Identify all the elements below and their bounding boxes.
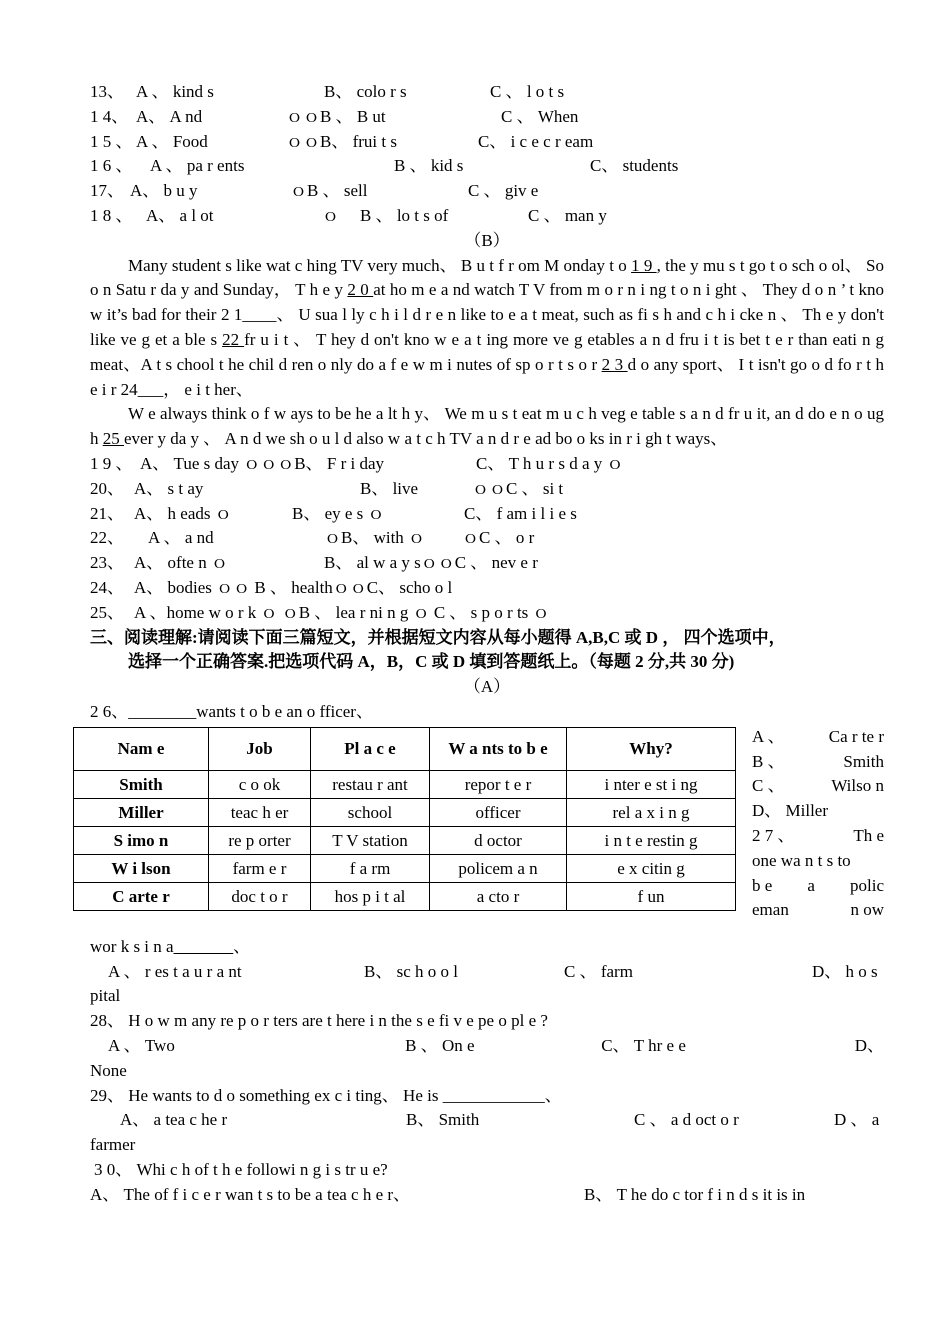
question-text: wor k s i n a bbox=[90, 936, 174, 956]
question-14 bbox=[90, 105, 884, 130]
passage-text: fr u i t 、 T hey d on't kno w e a t ing more ve g etables a n d fru i t is bet t e r than eati n g meat、A t s chool t he chil d ren o nly do a f e w m i nutes of sp o r t s o r bbox=[90, 329, 884, 374]
question-text: 、 bbox=[544, 1085, 562, 1105]
option-b: ｏB 、 sell bbox=[290, 181, 368, 201]
option-a: A、 a tea c he r bbox=[120, 1110, 228, 1130]
section-3-heading bbox=[90, 626, 884, 676]
header-job: Job bbox=[209, 727, 311, 770]
header-why: Why? bbox=[567, 727, 736, 770]
passage-text: Many student s like wat c hing TV very much、 B u t f r om M onday t o bbox=[128, 255, 632, 275]
question-28-options bbox=[90, 1034, 884, 1059]
question-number: 2 7 、 bbox=[752, 825, 795, 845]
option-b: B、 T he do c tor f i n d s it is in bbox=[584, 1184, 806, 1204]
question-27-line-3 bbox=[752, 874, 884, 899]
question-17 bbox=[90, 179, 884, 204]
cell-place: T V station bbox=[311, 826, 430, 854]
question-27-end bbox=[90, 935, 884, 960]
cell-why: i n t e restin g bbox=[567, 826, 736, 854]
option-a: A 、 pa r ents bbox=[150, 156, 245, 176]
option-c: C 、 man y bbox=[528, 205, 607, 225]
question-text: wants t o b e an o fficer、 bbox=[196, 701, 373, 721]
option-a: A、 a l ot bbox=[146, 205, 214, 225]
option-a: A、 b u y bbox=[130, 181, 198, 201]
blank-20: 2 0 bbox=[347, 280, 374, 300]
cell-why: e x citin g bbox=[567, 854, 736, 882]
question-23 bbox=[90, 551, 884, 576]
blank-24: ___ bbox=[137, 379, 164, 399]
option-a: A 、 Two bbox=[108, 1035, 175, 1055]
info-table bbox=[73, 727, 736, 911]
question-text: a bbox=[807, 875, 815, 895]
table-row bbox=[74, 798, 736, 826]
cell-name: W i lson bbox=[74, 854, 209, 882]
question-21 bbox=[90, 502, 884, 527]
cell-why: rel a x i n g bbox=[567, 798, 736, 826]
option-letter: B 、 bbox=[752, 751, 785, 771]
passage-text: W e always think o f w ays to be he a lt h y、 We m u s t eat m u c h veg e table s a n d fr u it, an d do e n o ug h bbox=[90, 404, 884, 449]
cell-name: Miller bbox=[74, 798, 209, 826]
passage-text: 、 U sua l ly c h i l d r e n like to e a t meat, such as fi s h and c h i cke n 、 Th e y don't like ve g et a ble s bbox=[90, 305, 884, 349]
option-a: A 、 kind s bbox=[136, 82, 214, 101]
header-wants-to-be: W a nts to b e bbox=[430, 727, 567, 770]
answer-blank: _______ bbox=[173, 936, 234, 956]
option-c: C、 i c e c r eam bbox=[478, 131, 594, 151]
cell-why: i nter e st i ng bbox=[567, 770, 736, 798]
question-number: 20、 bbox=[90, 478, 124, 498]
section-3-instruction-line-1: 三、阅读理解:请阅读下面三篇短文，并根据短文内容从每小题得 A,B,C 或 D ， 四个选项中， bbox=[90, 627, 786, 647]
blank-25: 25 bbox=[102, 429, 124, 449]
option-a: A 、 Food bbox=[136, 131, 208, 151]
header-place: Pl a c e bbox=[311, 727, 430, 770]
option-a: A 、 r es t a u r a nt bbox=[108, 961, 242, 981]
question-19 bbox=[90, 452, 884, 477]
cell-wants: repor t e r bbox=[430, 770, 567, 798]
option-c: C 、 giv e bbox=[468, 181, 539, 201]
cell-place: school bbox=[311, 798, 430, 826]
option-a: A、 ofte n ｏ bbox=[134, 553, 228, 573]
q26-option-d: D、 Miller bbox=[752, 801, 829, 821]
passage-text: d o any sport、 I t isn't go o d fo r t h e i r 24 bbox=[90, 354, 885, 399]
cell-place: restau r ant bbox=[311, 770, 430, 798]
option-letter: A 、 bbox=[752, 726, 785, 746]
option-c: C 、 l o t s bbox=[490, 82, 565, 101]
q26-option-a bbox=[752, 725, 884, 750]
question-number: 2 6、 bbox=[90, 701, 129, 721]
passage-text: ， e i t her、 bbox=[163, 379, 253, 399]
question-20 bbox=[90, 477, 884, 502]
q26-option-b bbox=[752, 750, 884, 775]
options: A 、home w o r k ｏ ｏB 、 lea r ni n g ｏ C 、 s p o r ts ｏ bbox=[134, 602, 550, 622]
option-b: B、 Smith bbox=[406, 1110, 480, 1130]
header-name: Nam e bbox=[74, 727, 209, 770]
cell-job: farm e r bbox=[209, 854, 311, 882]
question-24 bbox=[90, 576, 884, 601]
option-c: ｏｏC 、 si t bbox=[472, 478, 564, 498]
option-text: Wilso n bbox=[831, 776, 884, 796]
passage-a-title: （A） bbox=[463, 677, 511, 697]
question-27-line-2: one wa n t s to bbox=[752, 850, 851, 870]
cell-name: S imo n bbox=[74, 826, 209, 854]
option-c: C、 students bbox=[590, 156, 679, 176]
side-options-column bbox=[752, 725, 884, 923]
question-27-option-d-wrap: pital bbox=[90, 986, 121, 1006]
question-number: 1 5 、 bbox=[90, 131, 133, 151]
question-25 bbox=[90, 601, 884, 626]
option-a: A 、 a nd bbox=[148, 528, 214, 548]
option-d: D、 bbox=[854, 1035, 885, 1055]
question-18 bbox=[90, 204, 884, 229]
question-number: 22、 bbox=[90, 528, 124, 548]
question-30: 3 0、 Whi c h of t h e followi n g i s tr u e? bbox=[94, 1159, 388, 1179]
question-28-option-d-wrap: None bbox=[90, 1060, 127, 1080]
passage-text: , the y mu s t go t o sch o ol、 So o n Satu r da y and Sunday， T h e y bbox=[90, 255, 884, 300]
question-text: polic bbox=[850, 875, 884, 895]
question-number: 17、 bbox=[90, 181, 124, 201]
answer-blank: ________ bbox=[128, 701, 197, 721]
cell-why: f un bbox=[567, 882, 736, 910]
option-b: ｏB、 with ｏ bbox=[324, 528, 426, 548]
option-a-b: A、 Tue s day ｏｏｏB、 F r i day bbox=[140, 453, 384, 473]
question-text: 、 bbox=[233, 936, 251, 956]
question-15 bbox=[90, 130, 884, 155]
cell-wants: policem a n bbox=[430, 854, 567, 882]
blank-19: 1 9 bbox=[631, 255, 657, 275]
section-3-instruction-line-2: 选择一个正确答案.把选项代码 A，B，C 或 D 填到答题纸上。（每题 2 分,共 30 分) bbox=[128, 652, 735, 672]
question-text: Th e bbox=[853, 825, 884, 845]
question-text: b e bbox=[752, 875, 773, 895]
question-number: 1 9 、 bbox=[90, 453, 133, 473]
question-29 bbox=[90, 1084, 884, 1109]
option-b: ｏｏB 、 B ut bbox=[286, 106, 386, 126]
option-b-marker: ｏ bbox=[322, 205, 339, 225]
option-b: B 、 kid s bbox=[394, 156, 464, 176]
table-row bbox=[74, 826, 736, 854]
q26-option-c bbox=[752, 774, 884, 799]
question-number: 13、 bbox=[90, 82, 124, 101]
option-c: C、 f am i l i e s bbox=[464, 503, 577, 523]
option-d: D、 h o s bbox=[812, 961, 878, 981]
cell-place: hos p i t al bbox=[311, 882, 430, 910]
cell-job: c o ok bbox=[209, 770, 311, 798]
option-b: B、 live bbox=[360, 478, 419, 498]
option-text: Ca r te r bbox=[828, 726, 884, 746]
option-b: B 、 lo t s of bbox=[360, 205, 449, 225]
option-c: ｏC 、 o r bbox=[462, 528, 535, 548]
option-b: B、 sc h o o l bbox=[364, 961, 458, 981]
option-a: A、 s t ay bbox=[134, 478, 204, 498]
exam-page bbox=[90, 80, 884, 1207]
question-29-option-d-wrap: farmer bbox=[90, 1135, 136, 1155]
question-27-options bbox=[90, 960, 884, 985]
passage-b-title: （B） bbox=[464, 230, 510, 250]
table-row bbox=[74, 882, 736, 910]
answer-blank: ____________ bbox=[442, 1085, 545, 1105]
cell-wants: d octor bbox=[430, 826, 567, 854]
passage-text: ever y da y 、 A n d we sh o u l d also w a t c h TV a n d r e ad bo o ks in r i gh t ways、 bbox=[124, 429, 728, 449]
option-a: A、 h eads ｏ bbox=[134, 503, 232, 523]
option-c: C 、 When bbox=[501, 106, 579, 126]
option-c: C 、 a d oct o r bbox=[634, 1110, 739, 1130]
question-number: 25、 bbox=[90, 602, 124, 622]
blank-22: 22 bbox=[222, 329, 245, 349]
options: A、 bodies ｏｏ B 、 healthｏｏC、 scho o l bbox=[134, 577, 453, 597]
question-number: 23、 bbox=[90, 553, 124, 573]
blank-21: ____ bbox=[242, 305, 277, 325]
question-number: 21、 bbox=[90, 503, 124, 523]
question-22 bbox=[90, 526, 884, 551]
option-a: A、 The of f i c e r wan t s to be a tea c h e r、 bbox=[90, 1184, 411, 1204]
cell-job: re p orter bbox=[209, 826, 311, 854]
option-b: B 、 On e bbox=[405, 1035, 475, 1055]
question-30-options bbox=[90, 1183, 884, 1208]
table-header-row bbox=[74, 727, 736, 770]
passage-text: at ho m e a nd watch T V from m o r n i ng t o n i ght 、 They d o n ’ t kno w it’s bad for their 2 1 bbox=[90, 280, 885, 325]
option-b: ｏｏB、 frui t s bbox=[286, 131, 397, 151]
option-b: B、 colo r s bbox=[324, 82, 407, 101]
question-text: eman bbox=[752, 900, 789, 920]
option-c: C、 T h u r s d a y ｏ bbox=[476, 453, 624, 473]
question-text: 29、 He wants to d o something ex c i ting、 He is bbox=[90, 1085, 443, 1105]
question-number: 1 4、 bbox=[90, 106, 129, 126]
table-row bbox=[74, 770, 736, 798]
cell-job: teac h er bbox=[209, 798, 311, 826]
cell-place: f a rm bbox=[311, 854, 430, 882]
table-row bbox=[74, 854, 736, 882]
question-13 bbox=[90, 80, 884, 105]
question-number: 24、 bbox=[90, 577, 124, 597]
question-26 bbox=[90, 700, 884, 725]
blank-23: 2 3 bbox=[601, 354, 628, 374]
question-16 bbox=[90, 154, 884, 179]
question-29-options bbox=[90, 1108, 884, 1133]
question-28: 28、 H o w m any re p o r ters are t here i n the s e fi v e pe o pl e ? bbox=[90, 1011, 548, 1031]
option-b-c: B、 al w a y sｏｏC 、 nev e r bbox=[324, 553, 538, 573]
passage-b-paragraph-2 bbox=[90, 402, 884, 452]
question-number: 1 6 、 bbox=[90, 156, 133, 176]
option-c: C 、 farm bbox=[564, 961, 633, 981]
cell-job: doc t o r bbox=[209, 882, 311, 910]
cell-wants: officer bbox=[430, 798, 567, 826]
question-27-start bbox=[752, 824, 884, 849]
passage-b-paragraph-1 bbox=[90, 254, 884, 403]
option-b: B、 ey e s ｏ bbox=[292, 503, 385, 523]
question-27-line-4 bbox=[752, 898, 884, 923]
option-c: C、 T hr e e bbox=[601, 1035, 686, 1055]
option-d: D 、 a bbox=[834, 1110, 880, 1130]
option-a: A、 A nd bbox=[136, 106, 203, 126]
option-letter: C 、 bbox=[752, 776, 785, 796]
cell-name: Smith bbox=[74, 770, 209, 798]
table-region bbox=[90, 727, 884, 935]
option-text: Smith bbox=[843, 751, 884, 771]
question-text: n ow bbox=[850, 900, 884, 920]
cell-name: C arte r bbox=[74, 882, 209, 910]
question-number: 1 8 、 bbox=[90, 205, 133, 225]
cell-wants: a cto r bbox=[430, 882, 567, 910]
